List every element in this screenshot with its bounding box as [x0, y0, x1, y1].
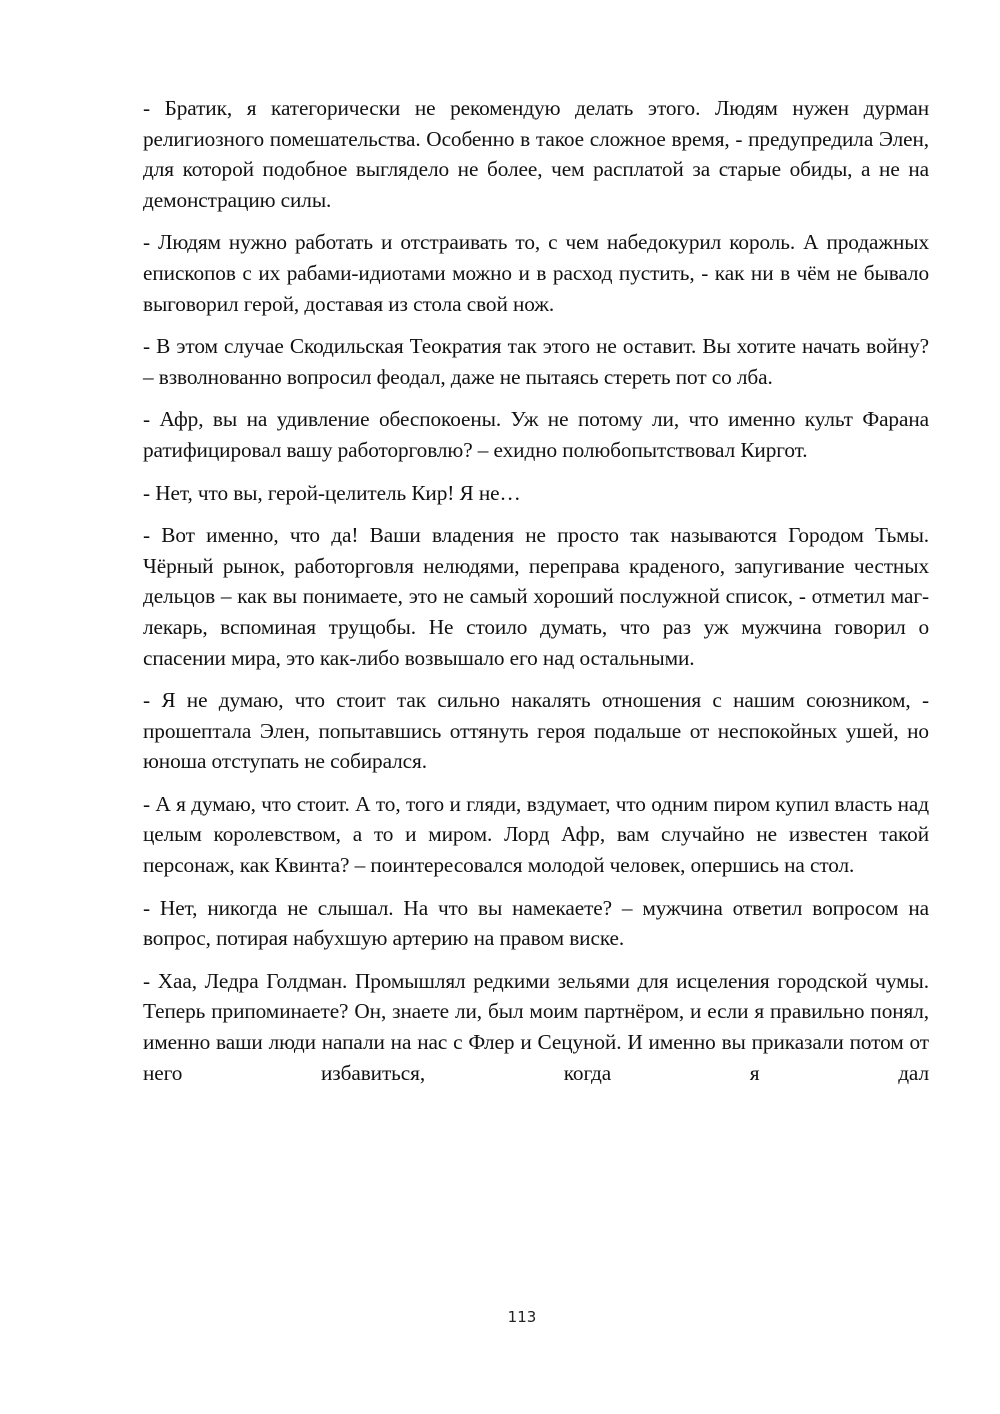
paragraph: - Афр, вы на удивление обеспокоены. Уж не потому ли, что именно культ Фарана ратифицировал вашу работорговлю? – ехидно полюбопытствовал Киргот.	[143, 407, 929, 462]
paragraph: - Я не думаю, что стоит так сильно накалять отношения с нашим союзником, - прошептала Элен, попытавшись оттянуть героя подальше от неспокойных ушей, но юноша отступать не собирался.	[143, 688, 929, 774]
paragraph: - Вот именно, что да! Ваши владения не просто так называются Городом Тьмы. Чёрный рынок, работорговля нелюдями, переправа краденого, запугивание честных дельцов – как вы понимаете, это не самый хороший послужной список, - отметил маг-лекарь, вспоминая трущобы. Не стоило думать, что раз уж мужчина говорил о спасении мира, это как-либо возвышало его над остальными.	[143, 523, 929, 670]
paragraph: - Братик, я категорически не рекомендую делать этого. Людям нужен дурман религиозного помешательства. Особенно в такое сложное время, - предупредила Элен, для которой подобное выглядело не более, чем расплатой за старые обиды, а не на демонстрацию силы.	[143, 96, 929, 212]
page-number: 113	[507, 1308, 537, 1326]
paragraph: - Нет, что вы, герой-целитель Кир! Я не…	[143, 480, 521, 505]
paragraph: - В этом случае Скодильская Теократия так этого не оставит. Вы хотите начать войну? – взволнованно вопросил феодал, даже не пытаясь стереть пот со лба.	[143, 334, 929, 389]
paragraph: - Нет, никогда не слышал. На что вы намекаете? – мужчина ответил вопросом на вопрос, потирая набухшую артерию на правом виске.	[143, 895, 929, 951]
paragraph: - Людям нужно работать и отстраивать то, с чем набедокурил король. А продажных епископов с их рабами-идиотами можно и в расход пустить, - как ни в чём не бывало выговорил герой, доставая из стола свой нож.	[143, 230, 929, 316]
paragraph: - Хаа, Ледра Голдман. Промышлял редкими зельями для исцеления городской чумы. Теперь припоминаете? Он, знаете ли, был моим партнёром, и если я правильно понял, именно ваши люди напали на нас с Флер и Сецуной. И именно вы приказали потом от него избавиться, когда я дал	[143, 968, 929, 1085]
paragraph: - А я думаю, что стоит. А то, того и гляди, вздумает, что одним пиром купил власть над целым королевством, а то и миром. Лорд Афр, вам случайно не известен такой персонаж, как Квинта? – поинтересовался молодой человек, опершись на стол.	[143, 791, 929, 878]
page-body	[143, 93, 929, 1100]
